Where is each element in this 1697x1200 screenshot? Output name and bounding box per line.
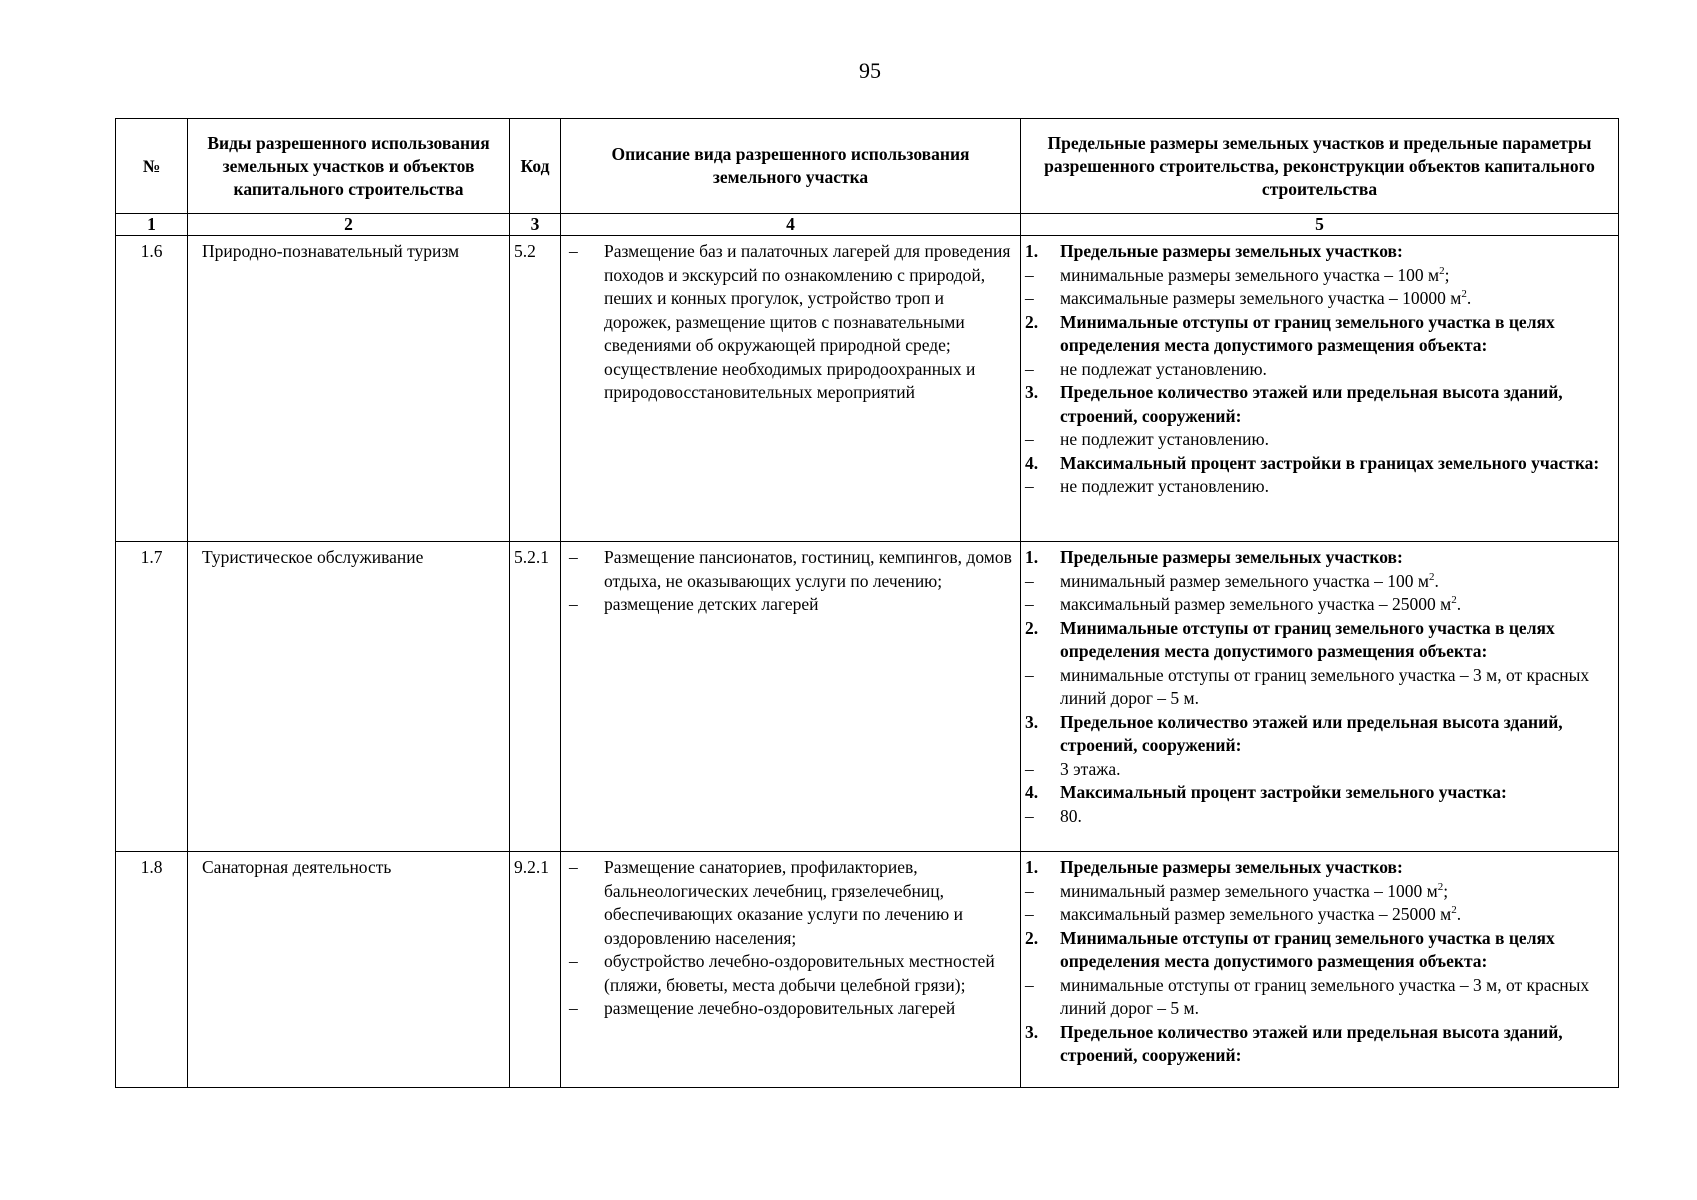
header-description: Описание вида разрешенного использования земельного участка [561,119,1021,214]
parameter-main-text: максимальные размеры земельного участка – 10000 м [1060,288,1462,308]
row-number: 1.7 [116,542,188,852]
parameter-heading [1025,856,1610,880]
parameter-value [1025,428,1610,452]
dash-marker: – [569,241,578,261]
description-cell [561,236,1021,542]
header-use-type: Виды разрешенного использования земельных участков и объектов капитального строительства [188,119,510,214]
use-type-name: Санаторная деятельность [188,852,510,1088]
superscript: 2 [1451,594,1457,607]
parameter-text [1060,381,1610,428]
parameter-text [1060,758,1610,782]
column-number: 1 [116,214,188,236]
parameter-text [1060,927,1610,974]
dash-marker: – [1025,758,1034,779]
dash-marker: – [569,951,578,971]
column-number: 3 [510,214,561,236]
punctuation: . [1456,904,1462,924]
use-type-name: Туристическое обслуживание [188,542,510,852]
parameter-text [1060,856,1610,880]
parameter-main-text: не подлежит установлению. [1060,429,1269,449]
dash-marker: – [1025,664,1034,685]
parameter-heading [1025,546,1610,570]
header-code: Код [510,119,561,214]
number-marker: 1. [1025,547,1039,567]
parameter-text [1060,452,1610,476]
use-code: 9.2.1 [510,852,561,1088]
header-row [116,119,1619,214]
parameter-heading [1025,240,1610,264]
column-number: 5 [1021,214,1619,236]
parameter-heading [1025,617,1610,664]
parameter-value [1025,287,1610,311]
table-row [116,542,1619,852]
parameter-value [1025,264,1610,288]
parameters-cell [1021,542,1619,852]
dash-marker: – [569,998,578,1018]
column-number: 4 [561,214,1021,236]
parameter-value [1025,475,1610,499]
description-item [569,546,1012,593]
table-row [116,852,1619,1088]
header-parameters: Предельные размеры земельных участков и предельные параметры разрешенного строительства, реконструкции объектов капитального строительства [1021,119,1619,214]
land-use-table [115,118,1619,1088]
parameter-main-text: 80. [1060,805,1082,826]
number-marker: 1. [1025,857,1039,877]
parameter-main-text: Минимальные отступы от границ земельного участка в целях определения места допустимого размещения объекта: [1060,927,1555,971]
parameter-text [1060,617,1610,664]
dash-marker: – [1025,594,1034,614]
parameter-main-text: Предельное количество этажей или предельная высота зданий, строений, сооружений: [1060,1021,1563,1065]
parameter-heading [1025,927,1610,974]
page-number: 95 [859,58,881,83]
parameter-heading [1025,711,1610,758]
parameter-value [1025,358,1610,382]
parameter-main-text: максимальный размер земельного участка – 25000 м [1060,904,1452,924]
number-marker: 3. [1025,382,1039,402]
parameter-heading [1025,452,1610,476]
parameter-text [1060,570,1610,594]
number-marker: 1. [1025,241,1039,261]
description-item [569,997,1012,1021]
parameter-main-text: не подлежат установлению. [1060,358,1267,379]
parameter-heading [1025,381,1610,428]
parameter-text [1060,311,1610,358]
parameter-text [1060,880,1610,904]
description-item [569,856,1012,950]
parameter-text [1060,805,1610,829]
row-number: 1.8 [116,852,188,1088]
parameter-text [1060,664,1610,711]
parameter-main-text: 3 этажа. [1060,758,1121,779]
dash-marker: – [1025,904,1034,924]
parameter-text [1060,781,1610,805]
dash-marker: – [1025,288,1034,308]
parameter-main-text: максимальный размер земельного участка – 25000 м [1060,594,1452,614]
parameter-heading [1025,311,1610,358]
parameter-value [1025,570,1610,594]
dash-marker: – [569,857,578,877]
description-cell [561,852,1021,1088]
dash-marker: – [569,594,578,614]
parameter-text [1060,903,1610,927]
parameter-main-text: Предельное количество этажей или предельная высота зданий, строений, сооружений: [1060,382,1563,426]
superscript: 2 [1428,570,1435,583]
parameter-main-text: Минимальные отступы от границ земельного участка в целях определения места допустимого размещения объекта: [1060,617,1555,661]
parameter-main-text: минимальные отступы от границ земельного участка – 3 м, от красных линий дорог – 5 м. [1060,974,1590,1018]
parameter-text [1060,711,1610,758]
number-marker: 2. [1025,617,1039,638]
parameter-main-text: Минимальные отступы от границ земельного участка в целях определения места допустимого размещения объекта: [1060,311,1555,355]
parameter-main-text: минимальные размеры земельного участка – 100 м [1060,264,1440,285]
description-text: Размещение пансионатов, гостиниц, кемпингов, домов отдыха, не оказывающих услуги по лечению; [604,547,1012,591]
parameter-main-text: Максимальный процент застройки в границах земельного участка: [1060,452,1600,473]
number-marker: 4. [1025,452,1039,473]
superscript: 2 [1439,264,1445,277]
parameter-main-text: минимальный размер земельного участка – 100 м [1060,570,1429,591]
dash-marker: – [1025,358,1034,379]
parameter-heading [1025,781,1610,805]
number-marker: 3. [1025,1021,1039,1042]
parameter-text [1060,475,1610,499]
dash-marker: – [1025,429,1034,449]
parameter-main-text: минимальный размер земельного участка – 1000 м [1060,880,1438,901]
dash-marker: – [1025,570,1034,591]
parameter-text [1060,358,1610,382]
parameter-text [1060,593,1610,617]
description-text: Размещение баз и палаточных лагерей для проведения походов и экскурсий по ознакомлению с природой, пеших и конных прогулок, устройство троп и дорожек, размещение щитов с познавательными сведениями об окружающей природной среде; осуществление необходимых природоохранных и природовосстановительных мероприятий [604,241,1011,402]
number-marker: 3. [1025,711,1039,732]
superscript: 2 [1451,904,1457,917]
punctuation: . [1456,594,1462,614]
parameter-main-text: не подлежит установлению. [1060,476,1269,496]
parameter-text [1060,264,1610,288]
description-text: размещение детских лагерей [604,594,819,614]
parameter-text [1060,240,1610,264]
parameter-main-text: Предельное количество этажей или предельная высота зданий, строений, сооружений: [1060,711,1563,755]
parameter-main-text: минимальные отступы от границ земельного участка – 3 м, от красных линий дорог – 5 м. [1060,664,1590,708]
description-text: размещение лечебно-оздоровительных лагерей [604,998,956,1018]
description-item [569,950,1012,997]
parameter-value [1025,758,1610,782]
description-text: Размещение санаториев, профилакториев, бальнеологических лечебниц, грязелечебниц, обеспечивающих оказание услуги по лечению и оздоровлению населения; [604,857,963,948]
parameters-cell [1021,236,1619,542]
dash-marker: – [1025,476,1034,496]
description-text: обустройство лечебно-оздоровительных местностей (пляжи, бюветы, места добычи целебной грязи); [604,951,995,995]
number-marker: 4. [1025,782,1039,802]
superscript: 2 [1461,288,1467,301]
column-number: 2 [188,214,510,236]
number-marker: 2. [1025,311,1039,332]
row-number: 1.6 [116,236,188,542]
parameter-main-text: Предельные размеры земельных участков: [1060,857,1403,877]
parameter-main-text: Предельные размеры земельных участков: [1060,241,1403,261]
parameter-value [1025,664,1610,711]
parameter-value [1025,593,1610,617]
dash-marker: – [1025,805,1034,826]
dash-marker: – [569,547,578,567]
column-number-row [116,214,1619,236]
parameters-cell [1021,852,1619,1088]
superscript: 2 [1437,880,1444,893]
punctuation: . [1466,288,1472,308]
parameter-heading [1025,1021,1610,1068]
use-type-name: Природно-познавательный туризм [188,236,510,542]
punctuation: . [1434,570,1439,591]
parameter-value [1025,974,1610,1021]
parameter-value [1025,903,1610,927]
punctuation: ; [1444,264,1450,285]
dash-marker: – [1025,264,1034,285]
parameter-value [1025,805,1610,829]
parameter-main-text: Максимальный процент застройки земельного участка: [1060,782,1507,802]
punctuation: ; [1443,880,1449,901]
parameter-main-text: Предельные размеры земельных участков: [1060,547,1403,567]
dash-marker: – [1025,880,1034,901]
dash-marker: – [1025,974,1034,995]
parameter-text [1060,428,1610,452]
parameter-text [1060,1021,1610,1068]
number-marker: 2. [1025,927,1039,948]
parameter-text [1060,287,1610,311]
use-code: 5.2.1 [510,542,561,852]
header-number: № [116,119,188,214]
description-cell [561,542,1021,852]
parameter-text [1060,546,1610,570]
use-code: 5.2 [510,236,561,542]
table-row [116,236,1619,542]
parameter-text [1060,974,1610,1021]
parameter-value [1025,880,1610,904]
description-item [569,593,1012,617]
description-item [569,240,1012,405]
